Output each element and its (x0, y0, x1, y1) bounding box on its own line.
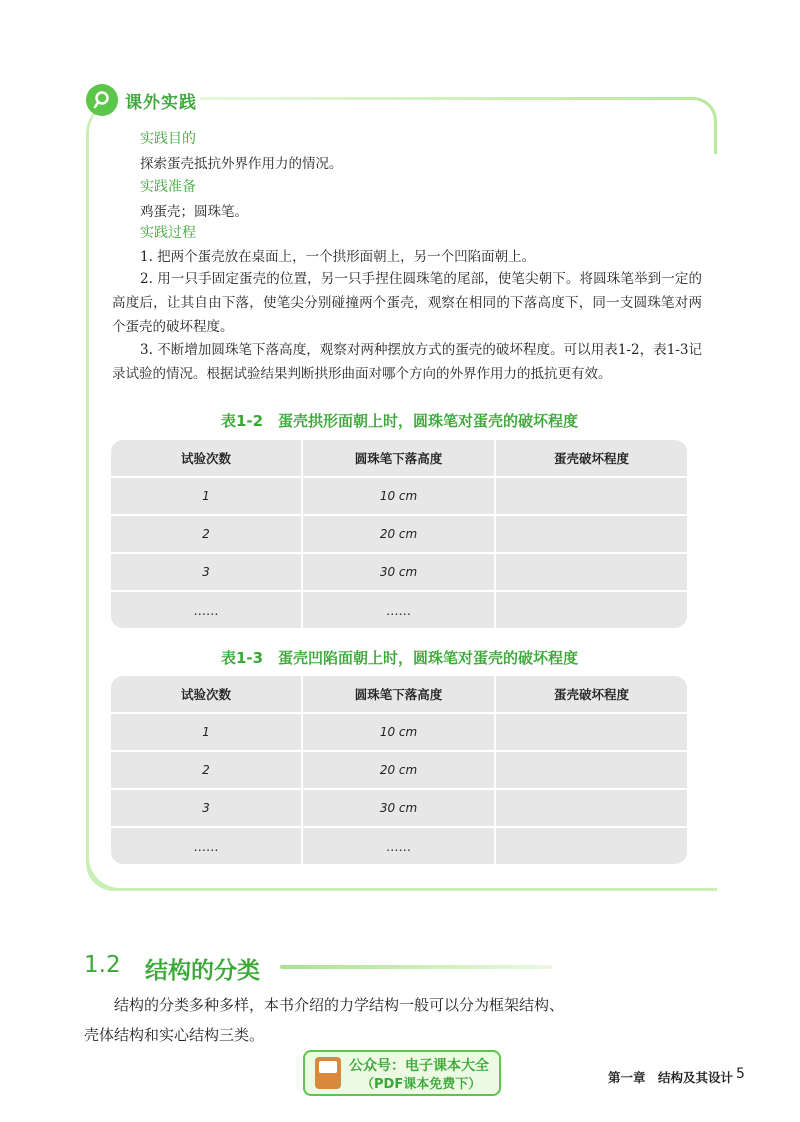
table-header-row (111, 676, 687, 712)
prep-label: 实践准备 (140, 179, 196, 195)
trial-cell: …… (111, 592, 301, 628)
table-row (111, 752, 687, 788)
purpose-text: 探索蛋壳抵抗外界作用力的情况。 (140, 156, 343, 172)
height-cell: 20 cm (303, 752, 494, 788)
process-label: 实践过程 (140, 225, 196, 241)
table-row (111, 828, 687, 864)
purpose-label: 实践目的 (140, 131, 196, 147)
header-height: 圆珠笔下落高度 (303, 440, 494, 476)
table-2 (111, 676, 687, 864)
table-row (111, 516, 687, 552)
header-trial: 试验次数 (111, 440, 301, 476)
section-body: 结构的分类多种多样，本书介绍的力学结构一般可以分为框架结构、壳体结构和实心结构三类。 (84, 996, 565, 1044)
trial-cell: 1 (111, 714, 301, 750)
table-1-caption: 表1-2 蛋壳拱形面朝上时，圆珠笔对蛋壳的破坏程度 (220, 412, 579, 430)
header-damage: 蛋壳破坏程度 (496, 676, 687, 712)
table-row (111, 790, 687, 826)
step-3: 3. 不断增加圆珠笔下落高度，观察对两种摆放方式的蛋壳的破坏程度。可以用表1-2，表1-3记录试验的情况。根据试验结果判断拱形曲面对哪个方向的外界作用力的抵抗更有效。 (112, 342, 702, 382)
damage-cell[interactable] (496, 714, 687, 750)
chapter-label: 第一章 结构及其设计 (608, 1070, 734, 1085)
step-2: 2. 用一只手固定蛋壳的位置，另一只手捏住圆珠笔的尾部，使笔尖朝下。将圆珠笔举到一定的高度后，让其自由下落，使笔尖分别碰撞两个蛋壳，观察在相同的下落高度下，同一支圆珠笔对两个蛋壳的破坏程度。 (112, 271, 702, 335)
page-number: 5 (736, 1066, 745, 1082)
table-row (111, 714, 687, 750)
practice-box-top-line (200, 97, 690, 100)
damage-cell[interactable] (496, 516, 687, 552)
trial-cell: 2 (111, 752, 301, 788)
section-number: 1.2 (84, 952, 121, 978)
table-row (111, 592, 687, 628)
damage-cell[interactable] (496, 752, 687, 788)
prep-text: 鸡蛋壳；圆珠笔。 (140, 204, 248, 220)
header-trial: 试验次数 (111, 676, 301, 712)
magnifier-icon (86, 84, 118, 116)
wechat-banner-line2: （PDF课本免费下） (361, 1077, 482, 1092)
table-row (111, 554, 687, 590)
practice-box-bottom (86, 860, 717, 891)
damage-cell[interactable] (496, 554, 687, 590)
damage-cell[interactable] (496, 478, 687, 514)
practice-title: 课外实践 (125, 93, 197, 113)
book-icon (315, 1057, 341, 1089)
height-cell: 30 cm (303, 790, 494, 826)
table-row (111, 478, 687, 514)
height-cell: …… (303, 592, 494, 628)
height-cell: 30 cm (303, 554, 494, 590)
trial-cell: 2 (111, 516, 301, 552)
section-title: 结构的分类 (145, 958, 260, 984)
damage-cell[interactable] (496, 592, 687, 628)
height-cell: 10 cm (303, 478, 494, 514)
trial-cell: 1 (111, 478, 301, 514)
section-title-underline (280, 965, 552, 969)
header-height: 圆珠笔下落高度 (303, 676, 494, 712)
damage-cell[interactable] (496, 828, 687, 864)
height-cell: 20 cm (303, 516, 494, 552)
trial-cell: 3 (111, 790, 301, 826)
trial-cell: 3 (111, 554, 301, 590)
height-cell: 10 cm (303, 714, 494, 750)
table-1 (111, 440, 687, 628)
step-1: 1. 把两个蛋壳放在桌面上，一个拱形面朝上，另一个凹陷面朝上。 (140, 249, 536, 265)
table-header-row (111, 440, 687, 476)
table-2-caption: 表1-3 蛋壳凹陷面朝上时，圆珠笔对蛋壳的破坏程度 (220, 649, 579, 667)
wechat-banner[interactable] (303, 1050, 501, 1096)
height-cell: …… (303, 828, 494, 864)
damage-cell[interactable] (496, 790, 687, 826)
header-damage: 蛋壳破坏程度 (496, 440, 687, 476)
wechat-banner-line1: 公众号：电子课本大全 (349, 1058, 489, 1074)
trial-cell: …… (111, 828, 301, 864)
